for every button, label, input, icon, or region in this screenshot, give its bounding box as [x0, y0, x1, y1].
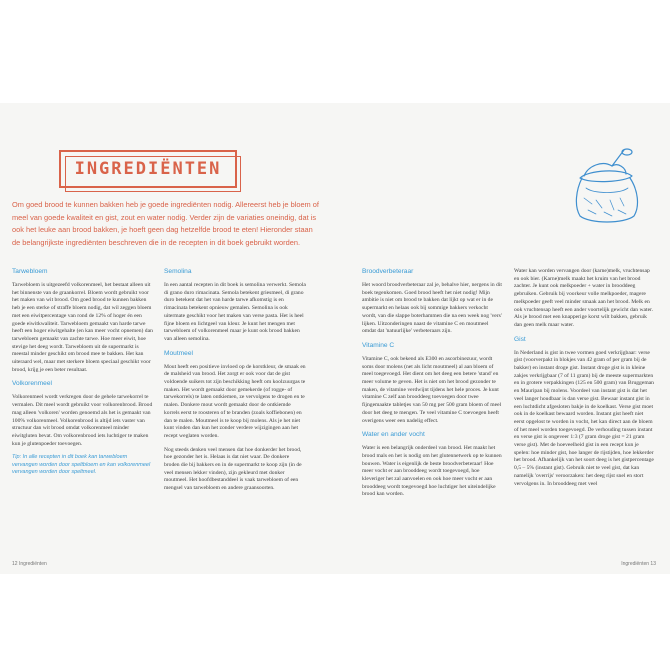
heading-volkorenmeel: Volkorenmeel — [12, 380, 52, 388]
column-2 — [164, 268, 306, 499]
paragraph: Water is een belangrijk onderdeel van brood. Het maakt het brood mals en het is nodig om het glutennetwerk op te kunnen bouwen. Water is eigenlijk de beste broodverbeteraar! Hoe meer vocht er aan brooddeeg wordt toegevoegd, hoe kleveriger het zal aanvoelen en ook hoe meer vocht er aan brooddeeg wordt toegevoegd hoe luchtiger het uiteindelijke brood kan worden. — [362, 445, 502, 498]
right-page — [335, 103, 670, 574]
column-1 — [12, 268, 154, 483]
paragraph: Vitamine C, ook bekend als E300 en ascorbinezuur, wordt soms door molens (net als licht moutmeel) al aan bloem of meel toegevoegd. Het dient om het deeg een betere 'stand' en meer volume te geven. Het is niet om het brood gezonder te maken, de vitamine verdwijnt tijdens het hele proces. Je kunt vitamine C zelf aan brooddeeg toevoegen door twee fijngemaakte tabletjes van 50 mg per 500 gram bloem of meel door het deeg te mengen. Te veel vitamine C toevoegen heeft overigens weer een nadelig effect. — [362, 355, 502, 424]
flour-sack-with-scoop-icon — [572, 148, 642, 224]
paragraph: Water kan worden vervangen door (karne)melk, vruchtensap en ook bier. (Karne)melk maakt het kruim van het brood zachter. Je kunt ook melkpoeder + water in brooddeeg gebruiken. Gebruik bij voorkeur volle melkpoeder, magere melkpoeder geeft veel minder smaak aan het brood. Melk en ook vruchtensap heeft een ander voortelijk gewicht dan water. Als je brood met een knapperige korst wilt bakken, gebruik dan geen melk maar water. — [514, 268, 654, 328]
column-4 — [514, 268, 654, 494]
footer-left: 12 Ingrediënten — [12, 561, 47, 567]
heading-semolina: Semolina — [164, 268, 192, 275]
paragraph: Het woord broodverbeteraar zal je, behalve hier, nergens in dit boek tegenkomen. Goed brood heeft het niet nodig! Mijn ambitie is niet om brood te bakken dat lijkt op wat er in de supermarkt en helaas ook bij sommige bakkers verkocht wordt, van die slappe boterhammen die na een week nog 'vers' lijken. Uitzonderingen naast de vitamine C en moutmeel omdat dat 'natuurlijke' verbeteraars zijn. — [362, 282, 502, 335]
intro-paragraph: Om goed brood te kunnen bakken heb je goede ingrediënten nodig. Allereerst heb je bloem of meel van goede kwaliteit en gist, zout en water nodig. Verder zijn de variaties oneindig, dat is ook het leuke aan brood bakken, je hoeft geen dag hetzelfde brood te eten! Hieronder staan de belangrijkste ingrediënten beschreven die in de recepten in dit boek gebruikt worden. — [12, 200, 319, 247]
heading-gist: Gist — [514, 335, 526, 343]
book-spread — [0, 103, 670, 574]
paragraph: Nog steeds denken veel mensen dat hoe donkerder het brood, hoe gezonder het is. Helaas is dat niet waar. De donkere broden die bij bakkers en in de supermarkt te koop zijn (in de veel mensen lekker vinden), zijn gekleurd met donker moutmeel. Het hoofdbestanddeel is vaak tarwebloem of een mengsel van tarwebloem en andere graansoorten. — [164, 446, 302, 492]
column-3 — [362, 268, 502, 505]
title-frame — [59, 150, 237, 188]
paragraph: In een aantal recepten in dit boek is semolina verwerkt. Semola di grano duro rimacinata. Semola betekent griesmeel, di grano duro betekent dat het van harde tarwe afkomstig is en rimacinata betekent opnieuw gemalen. Semolina is ook uitermate geschikt voor het maken van verse pasta. Het is heel fijne bloem en lichtgeel van kleur. Je kunt het mengen met tarwebloem of volkorenmeel maar je kunt ook brood bakken van alleen semolina. — [164, 282, 306, 342]
left-page — [0, 103, 335, 574]
tip-note: Tip: In alle recepten in dit boek kan tarwebloem vervangen worden door speltbloem en kan volkorenmeel vervangen worden door speltmeel. — [12, 454, 151, 476]
paragraph: Tarwebloem is uitgezeefd volkorenmeel, het bestaat alleen uit het binnenste van de graankorrel. Bloem wordt gebruikt voor het maken van wit brood. Om goed brood te kunnen bakken heb je een sterke of straffe bloem nodig, dat wil zeggen bloem met een eiwitpercentage van rond de 12% of hoger én een goede eiwitkwaliteit. Tarwebloem gemaakt van harde tarwe heeft een hoger eiwitgehalte (en kan meer vocht opnemen) dan tarwebloem gemaakt van zachte tarwe. Hoe meer eiwit, hoe stevige het deeg wordt. Tarwebloem uit de supermarkt is meestal minder geschikt om brood mee te bakken. Het kan uiteraard wel, maar met sterkere bloem speciaal geschikt voor brood, krijg je een beter resultaat. — [12, 282, 153, 373]
paragraph: In Nederland is gist in twee vormen goed verkrijgbaar: verse gist (voorverpakt in blokjes van 42 gram of per gram bij de bakker) en instant droge gist. Instant droge gist is in kleine zakjes verkrijgbaar (7 of 11 gram) bij de meeste supermarkten en in grotere verpakkingen (125 en 500 gram) van Bruggeman en Mauripan bij molens. Voordeel van instant gist is dat het veel langer houdbaar is dan verse gist. Bewaar instant gist in een luchtdicht afgesloten bakje in de koelkast. Verse gist moet ook in de koelkast bewaard worden. Instant gist heeft niet eerst opgelost te worden in vocht, het kan direct aan de bloem of het meel worden toegevoegd. De verhouding tussen instant en verse gist is ongeveer 1:3 (7 gram droge gist = 21 gram verse gist). Met de hoeveelheid gist in een recept kun je spelen: hoe minder gist, hoe langer de rijstijden, hoe lekkerder het brood. Afhankelijk van het soort deeg is het gistpercentage 0,5 – 5% (instant gist). Gebruik niet te veel gist, dat kan namelijk 'overrijs' veroorzaken: het deeg rijst snel en stort vervolgens in. In brooddeeg met veel — [514, 349, 654, 487]
paragraph: Mout heeft een positieve invloed op de korstkleur, de smaak en de malsheid van brood. Het zorgt er ook voor dat de gist voldoende suikers tot zijn beschikking heeft om koolzuurgas te maken. Het wordt gemaakt door gemekerde (of rogge- of tarwekorrels) te laten ontkiemen, ze vervolgens te drogen en te malen. Donkere mout wordt gemaakt door de ontkiemde korrels eerst te roosteren of te branden (zoals koffiebonen) en dan te malen. Moutmeel is te koop bij molens. Als je het niet kunt vinden dan kun het zonder verdere wijzigingen aan het recept weglaten worden. — [164, 363, 306, 439]
heading-vitamine-c: Vitamine C — [362, 341, 395, 349]
intro-text — [12, 199, 322, 249]
paragraph: Volkorenmeel wordt verkregen door de gehele tarwekorrel te vermalen. Dit meel wordt gebruikt voor volkorenbrood. Brood mag alleen 'volkoren' worden genoemd als het is gemaakt van 100% volkorenmeel. Volkorenbrood is altijd iets vaster van structuur dan wit brood omdat volkorenmeel minder eiwitgluten bevat. Om volkorenbrood iets luchtiger te maken kun je glutenpoeder toevoegen. — [12, 394, 153, 447]
footer-right: Ingrediënten 13 — [621, 561, 656, 567]
heading-water: Water en ander vocht — [362, 431, 425, 439]
heading-broodverbeteraar: Broodverbeteraar — [362, 268, 414, 275]
heading-moutmeel: Moutmeel — [164, 349, 193, 357]
heading-tarwebloem: Tarwebloem — [12, 268, 48, 275]
page-title: INGREDIËNTEN — [74, 159, 222, 179]
